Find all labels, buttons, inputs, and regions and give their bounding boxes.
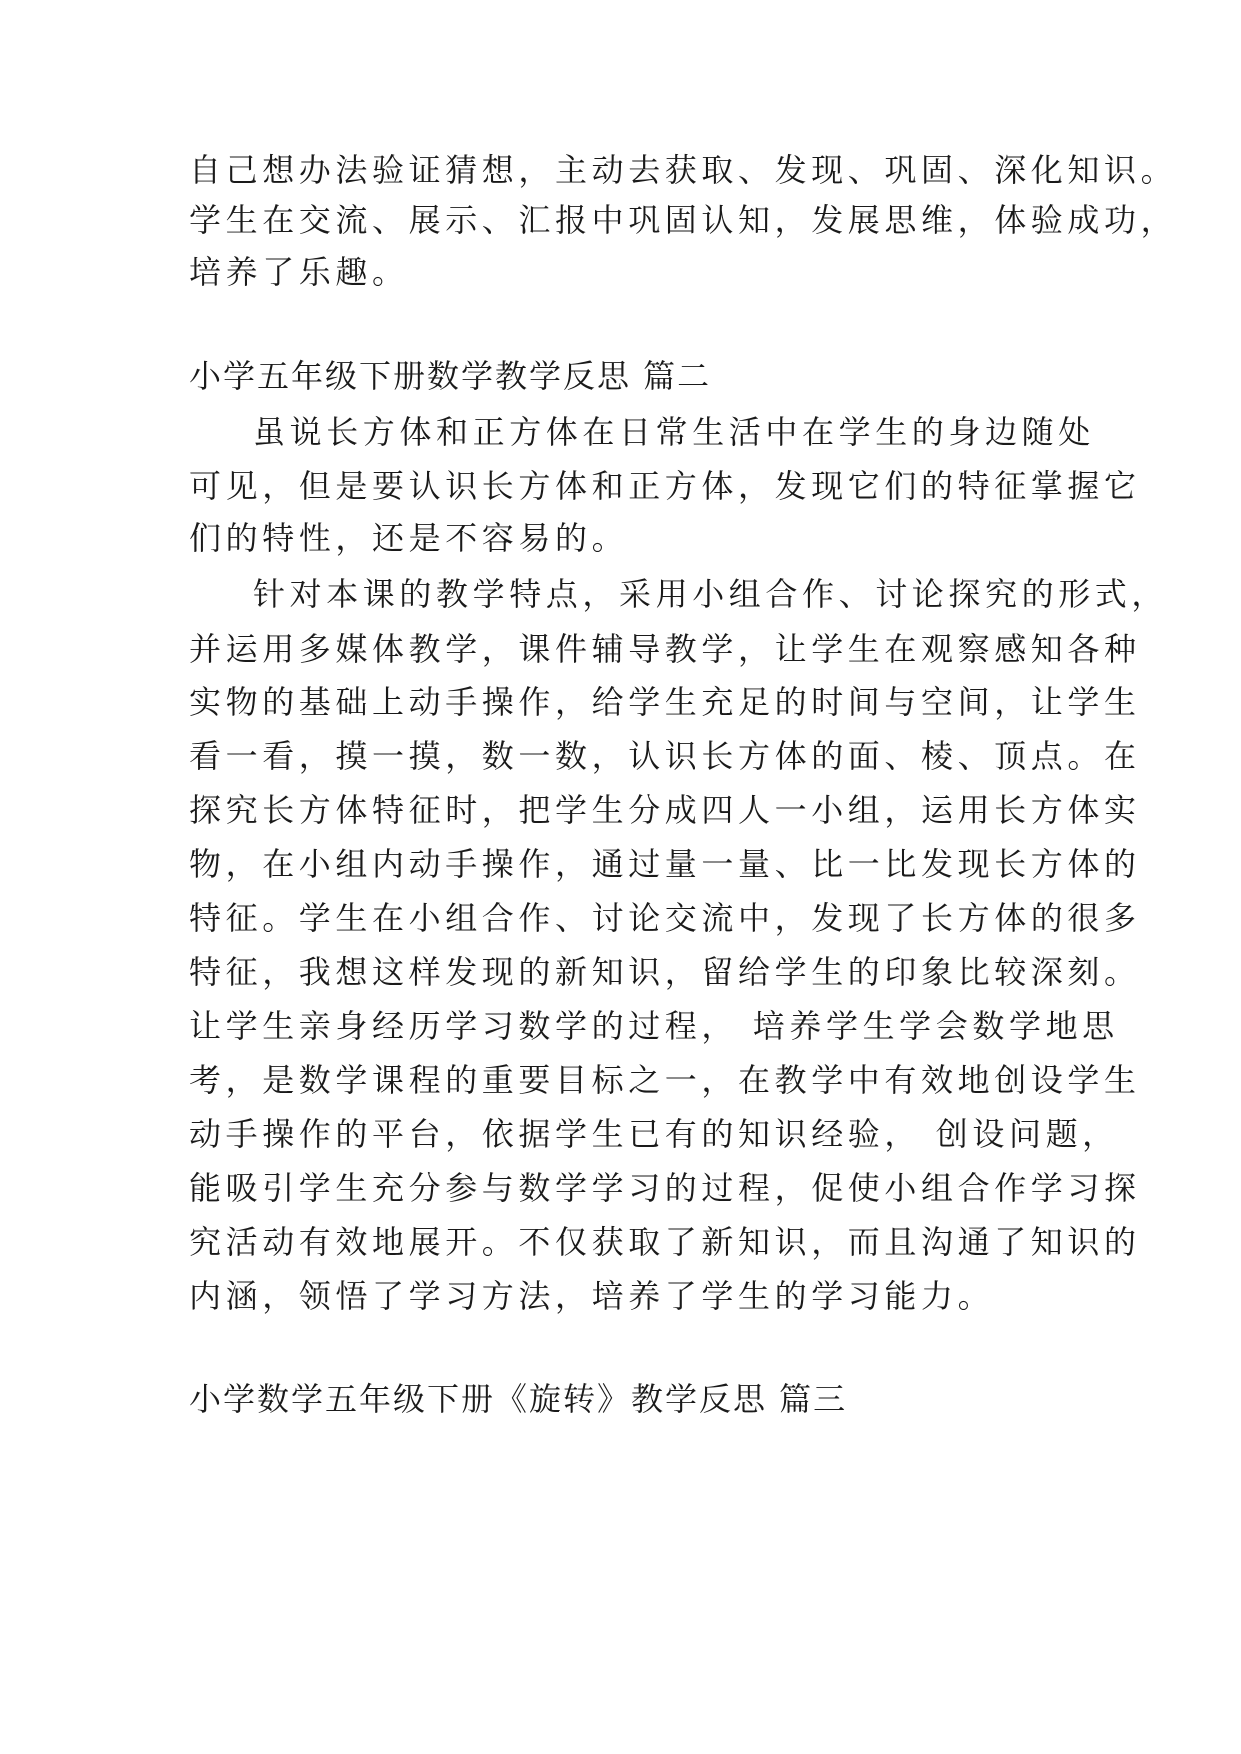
text-line: 自己想办法验证猜想，主动去获取、发现、巩固、深化知识。 bbox=[189, 151, 1178, 189]
text-line: 特征。学生在小组合作、讨论交流中，发现了长方体的很多 bbox=[189, 899, 1141, 937]
text-line: 看一看，摸一摸，数一数，认识长方体的面、棱、顶点。在 bbox=[189, 737, 1141, 775]
text-line: 培养了乐趣。 bbox=[189, 253, 409, 291]
section-heading: 小学数学五年级下册《旋转》教学反思 篇三 bbox=[189, 1380, 848, 1418]
text-line: 针对本课的教学特点，采用小组合作、讨论探究的形式， bbox=[253, 575, 1169, 613]
text-line: 可见，但是要认识长方体和正方体，发现它们的特征掌握它 bbox=[189, 467, 1141, 505]
text-line: 实物的基础上动手操作，给学生充足的时间与空间，让学生 bbox=[189, 683, 1141, 721]
text-line: 究活动有效地展开。不仅获取了新知识，而且沟通了知识的 bbox=[189, 1223, 1141, 1261]
text-line: 学生在交流、展示、汇报中巩固认知，发展思维，体验成功， bbox=[189, 201, 1178, 239]
text-line: 并运用多媒体教学，课件辅导教学，让学生在观察感知各种 bbox=[189, 630, 1141, 668]
text-line: 让学生亲身经历学习数学的过程， 培养学生学会数学地思 bbox=[189, 1007, 1119, 1045]
text-line: 特征，我想这样发现的新知识，留给学生的印象比较深刻。 bbox=[189, 953, 1141, 991]
text-line: 考，是数学课程的重要目标之一，在教学中有效地创设学生 bbox=[189, 1061, 1141, 1099]
section-heading: 小学五年级下册数学教学反思 篇二 bbox=[189, 357, 712, 395]
text-line: 探究长方体特征时，把学生分成四人一小组，运用长方体实 bbox=[189, 791, 1141, 829]
text-line: 内涵，领悟了学习方法，培养了学生的学习能力。 bbox=[189, 1277, 995, 1315]
text-line: 物，在小组内动手操作，通过量一量、比一比发现长方体的 bbox=[189, 845, 1141, 883]
text-line: 动手操作的平台，依据学生已有的知识经验， 创设问题， bbox=[189, 1115, 1119, 1153]
text-line: 能吸引学生充分参与数学学习的过程，促使小组合作学习探 bbox=[189, 1169, 1141, 1207]
text-line: 们的特性，还是不容易的。 bbox=[189, 519, 629, 557]
text-line: 虽说长方体和正方体在日常生活中在学生的身边随处 bbox=[253, 413, 1095, 451]
